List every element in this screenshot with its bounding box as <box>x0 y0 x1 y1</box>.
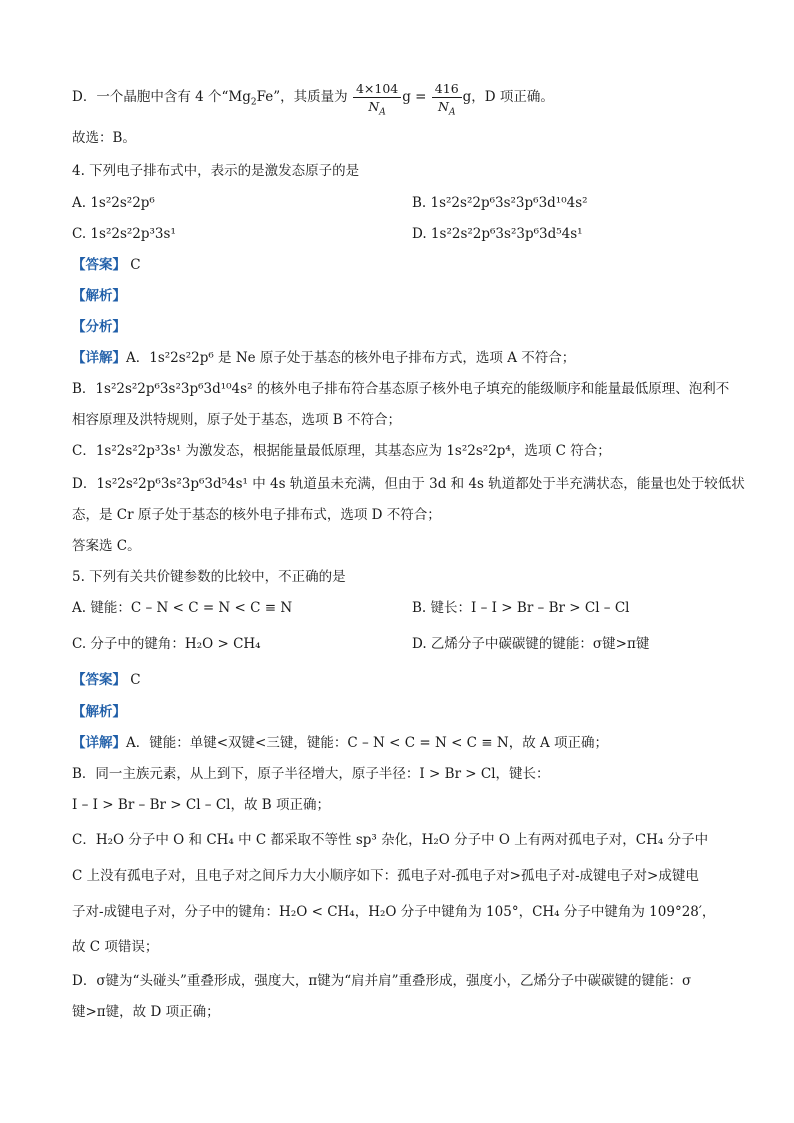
q4-detail-line: B．1s²2s²2p⁶3s²3p⁶3d¹⁰4s² 的核外电子排布符合基态原子核外电子填充的能级顺序和能量最低原理、泡利不 <box>72 381 730 397</box>
q4-detail-line: D．1s²2s²2p⁶3s²3p⁶3d⁵4s¹ 中 4s 轨道虽未充满，但由于 3d 和 4s 轨道都处于半充满状态，能量也处于较低状 <box>72 476 745 492</box>
q3-d-line <box>72 80 554 118</box>
fraction-numerator-2: 416 <box>432 80 462 98</box>
answer-tag: 【答案】 <box>72 257 126 273</box>
q5-answer <box>72 670 141 690</box>
fraction-denominator-2 <box>432 98 462 118</box>
answer-tag: 【答案】 <box>72 672 126 688</box>
q5-option-a: A. 键能：C – N < C = N < C ≡ N <box>72 600 293 616</box>
formula-mg: Mg <box>228 89 251 105</box>
q4-option-b: B. 1s²2s²2p⁶3s²3p⁶3d¹⁰4s² <box>412 195 588 211</box>
den-sub: A <box>379 107 386 118</box>
formula-sub-2: 2 <box>250 97 257 108</box>
fraction-numerator-1: 4×104 <box>353 80 401 98</box>
q5-option-d: D. 乙烯分子中碳碳键的键能：σ键>π键 <box>412 636 650 652</box>
q5-detail-line <box>72 733 608 753</box>
q4-conclusion: 答案选 C。 <box>72 538 141 554</box>
unit-g: g <box>402 89 411 105</box>
xiangjie-tag: 【详解】 <box>72 350 126 366</box>
q4-option-c: C. 1s²2s²2p³3s¹ <box>72 226 176 242</box>
q3-d-tail: g，D 项正确。 <box>462 89 554 105</box>
q5-option-c: C. 分子中的键角：H₂O > CH₄ <box>72 636 261 652</box>
q5-option-b: B. 键长：I – I > Br – Br > Cl – Cl <box>412 600 630 616</box>
q4-detail-line: C．1s²2s²2p³3s¹ 为激发态，根据能量最低原理，其基态应为 1s²2s²2p⁴，选项 C 符合； <box>72 443 611 459</box>
q4-option-a: A. 1s²2s²2p⁶ <box>72 195 155 211</box>
q4-option-d: D. 1s²2s²2p⁶3s²3p⁶3d⁵4s¹ <box>412 226 583 242</box>
answer-value: C <box>130 257 141 273</box>
q4-fenxi-tag: 【分析】 <box>72 319 126 335</box>
q5-detail-line: B．同一主族元素，从上到下，原子半径增大，原子半径：I > Br > Cl，键长： <box>72 766 550 782</box>
q3-conclusion: 故选：B。 <box>72 130 136 146</box>
den-n: N <box>368 99 380 114</box>
den-sub: A <box>448 107 456 118</box>
q4-stem: 4. 下列电子排布式中，表示的是激发态原子的是 <box>72 163 360 179</box>
q3-d-prefix: D．一个晶胞中含有 4 个“ <box>72 89 229 105</box>
q5-detail-line: 键>π键，故 D 项正确； <box>72 1004 220 1020</box>
den-n: N <box>438 99 449 114</box>
equals: = <box>410 89 431 105</box>
q4-detail-line <box>72 348 575 368</box>
q5-detail-line: I – I > Br – Br > Cl – Cl，故 B 项正确； <box>72 797 330 813</box>
q5-detail-line: C 上没有孤电子对，且电子对之间斥力大小顺序如下：孤电子对-孤电子对>孤电子对-成键电子对>成键电 <box>72 868 699 884</box>
q4-detail-line: 态，是 Cr 原子处于基态的核外电子排布式，选项 D 不符合； <box>72 507 441 523</box>
q5-detail-line: 子对-成键电子对，分子中的键角：H₂O < CH₄，H₂O 分子中键角为 105°，CH₄ 分子中键角为 109°28′， <box>72 904 716 920</box>
formula-fe: Fe <box>256 89 274 105</box>
q4-answer <box>72 255 141 275</box>
detail-text: A．键能：单键<双键<三键，键能：C – N < C = N < C ≡ N，故 A 项正确； <box>126 735 609 751</box>
mass-fraction-2 <box>432 80 462 118</box>
q5-detail-line: C．H₂O 分子中 O 和 CH₄ 中 C 都采取不等性 sp³ 杂化，H₂O 分子中 O 上有两对孤电子对，CH₄ 分子中 <box>72 832 709 848</box>
mass-fraction-1 <box>353 80 401 118</box>
answer-value: C <box>130 672 141 688</box>
q5-detail-line: 故 C 项错误； <box>72 939 159 955</box>
q4-detail-line: 相容原理及洪特规则，原子处于基态，选项 B 不符合； <box>72 412 402 428</box>
q3-d-mid: ”，其质量为 <box>273 89 348 105</box>
q5-detail-line: D．σ键为“头碰头”重叠形成，强度大，π键为“肩并肩”重叠形成，强度小，乙烯分子中碳碳键的键能：σ <box>72 973 692 989</box>
fraction-denominator-1 <box>353 98 401 118</box>
detail-text: A．1s²2s²2p⁶ 是 Ne 原子处于基态的核外电子排布方式，选项 A 不符合； <box>126 350 576 366</box>
q5-stem: 5. 下列有关共价键参数的比较中，不正确的是 <box>72 569 346 585</box>
q5-jiexi-tag: 【解析】 <box>72 704 126 720</box>
q4-jiexi-tag: 【解析】 <box>72 288 126 304</box>
xiangjie-tag: 【详解】 <box>72 735 126 751</box>
